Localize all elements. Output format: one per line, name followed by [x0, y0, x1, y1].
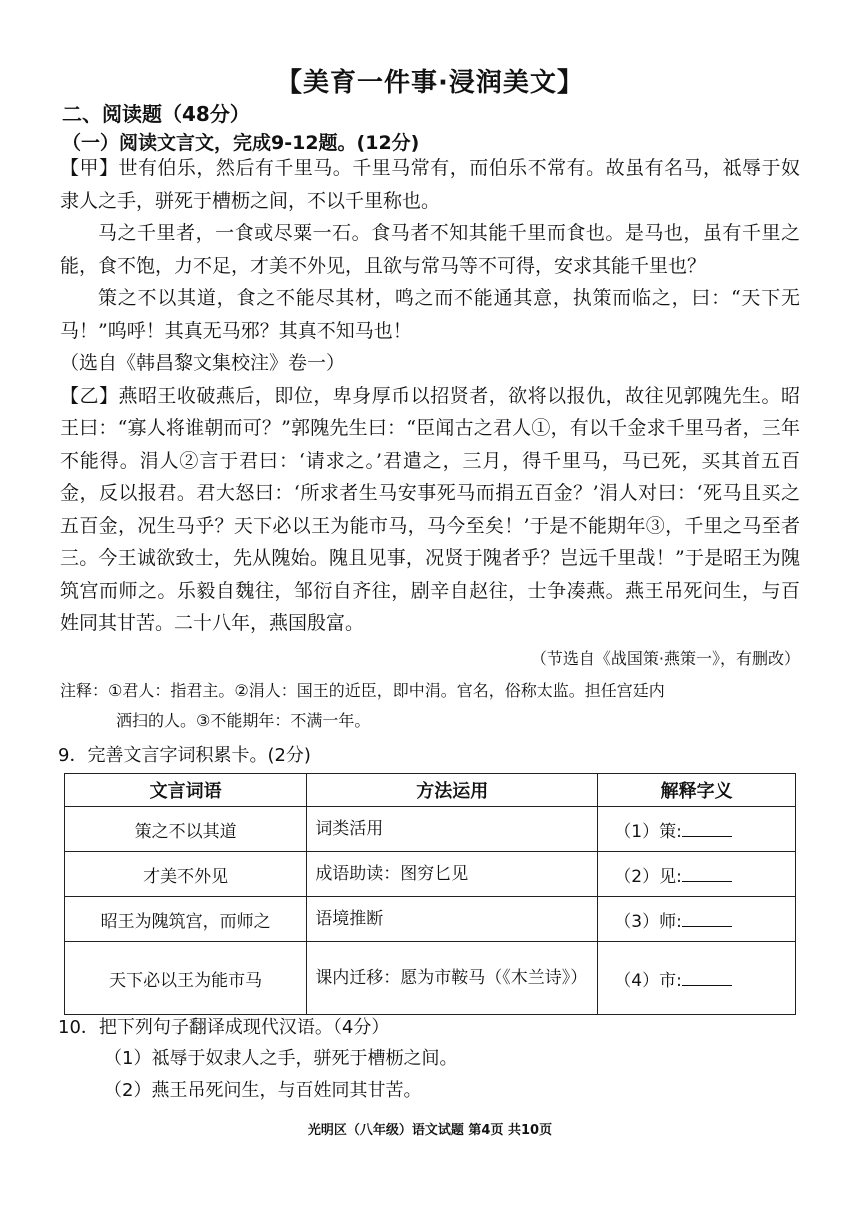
header-method: 方法运用 — [307, 774, 598, 807]
passage-jia-p2: 马之千里者，一食或尽粟一石。食马者不知其能千里而食也。是马也，虽有千里之能，食不饱，力不足，才美不外见，且欲与常马等不可得，安求其能千里也？ — [60, 222, 800, 277]
table-header-row — [65, 774, 796, 807]
cell-phrase: 昭王为隗筑宫，而师之 — [65, 897, 307, 942]
passage-jia — [60, 152, 800, 640]
question-10-prompt: 10．把下列句子翻译成现代汉语。（4分） — [58, 1017, 390, 1038]
cell-meaning — [598, 807, 796, 852]
passage-jia-p1: 【甲】世有伯乐，然后有千里马。千里马常有，而伯乐不常有。故虽有名马，祗辱于奴隶人之手，骈死于槽枥之间，不以千里称也。 — [60, 157, 800, 212]
translation-item-2: （2）燕王吊死问生，与百姓同其甘苦。 — [104, 1080, 422, 1101]
header-phrase: 文言词语 — [65, 774, 307, 807]
passage-yi-p1: 【乙】燕昭王收破燕后，即位，卑身厚币以招贤者，欲将以报仇，故往见郭隗先生。昭王曰：“寡人将谁朝而可？”郭隗先生曰：“臣闻古之君人①，有以千金求千里马者，三年不能得。涓人②言于君曰：‘请求之。’君遣之，三月，得千里马，马已死，买其首五百金，反以报君。君大怒曰：‘所求者生马安事死马而捐五百金？’涓人对曰：‘死马且买之五百金，况生马乎？天下必以王为能市马，马今至矣！’于是不能期年③，千里之马至者三。今王诚欲致士，先从隗始。隗且见事，况贤于隗者乎？岂远千里哉！”于是昭王为隗筑宫而师之。乐毅自魏往，邹衍自齐往，剧辛自赵往，士争凑燕。燕王吊死问生，与百姓同其甘苦。二十八年，燕国殷富。 — [60, 384, 800, 634]
table-row — [65, 807, 796, 852]
table-row — [65, 942, 796, 1015]
cell-meaning — [598, 897, 796, 942]
item-label: （4）市: — [614, 970, 682, 991]
table-row — [65, 852, 796, 897]
page-title: 【美育一件事·浸润美文】 — [276, 68, 584, 98]
item-label: （2）见: — [614, 866, 682, 887]
annotation-line-2: 洒扫的人。③不能期年：不满一年。 — [116, 711, 371, 730]
item-label: （3）师: — [614, 911, 682, 932]
cell-method: 成语助读：图穷匕见 — [307, 852, 598, 897]
answer-blank[interactable] — [682, 969, 732, 986]
item-label: （1）策: — [614, 821, 682, 842]
answer-blank[interactable] — [682, 910, 732, 927]
passage-jia-source: （选自《韩昌黎文集校注》卷一） — [60, 352, 346, 374]
question-9-prompt: 9．完善文言字词积累卡。(2分) — [58, 745, 311, 766]
table-row — [65, 897, 796, 942]
cell-phrase: 才美不外见 — [65, 852, 307, 897]
answer-blank[interactable] — [682, 820, 732, 837]
cell-phrase: 策之不以其道 — [65, 807, 307, 852]
translation-items — [104, 1043, 457, 1107]
cell-meaning — [598, 852, 796, 897]
passage-yi-source: （节选自《战国策·燕策一》，有删改） — [530, 649, 800, 668]
answer-blank[interactable] — [682, 865, 732, 882]
annotations — [60, 676, 800, 736]
cell-method: 课内迁移：愿为市鞍马（《木兰诗》） — [307, 942, 598, 1015]
cell-method: 词类活用 — [307, 807, 598, 852]
passage-jia-p3: 策之不以其道，食之不能尽其材，鸣之而不能通其意，执策而临之，曰：“天下无马！”呜呼！其真无马邪？其真不知马也！ — [60, 287, 800, 342]
page-footer: 光明区（八年级）语文试题 第4页 共10页 — [307, 1123, 553, 1138]
cell-method: 语境推断 — [307, 897, 598, 942]
cell-meaning — [598, 942, 796, 1015]
header-meaning: 解释字义 — [598, 774, 796, 807]
annotation-line-1: 注释：①君人：指君主。②涓人：国王的近臣，即中涓。官名，俗称太监。担任宫廷内 — [60, 681, 665, 700]
subsection-heading: （一）阅读文言文，完成9-12题。(12分) — [62, 132, 420, 154]
vocab-card-table — [64, 773, 796, 1015]
section-heading: 二、阅读题（48分） — [62, 102, 250, 126]
translation-item-1: （1）祗辱于奴隶人之手，骈死于槽枥之间。 — [104, 1048, 458, 1069]
cell-phrase: 天下必以王为能市马 — [65, 942, 307, 1015]
